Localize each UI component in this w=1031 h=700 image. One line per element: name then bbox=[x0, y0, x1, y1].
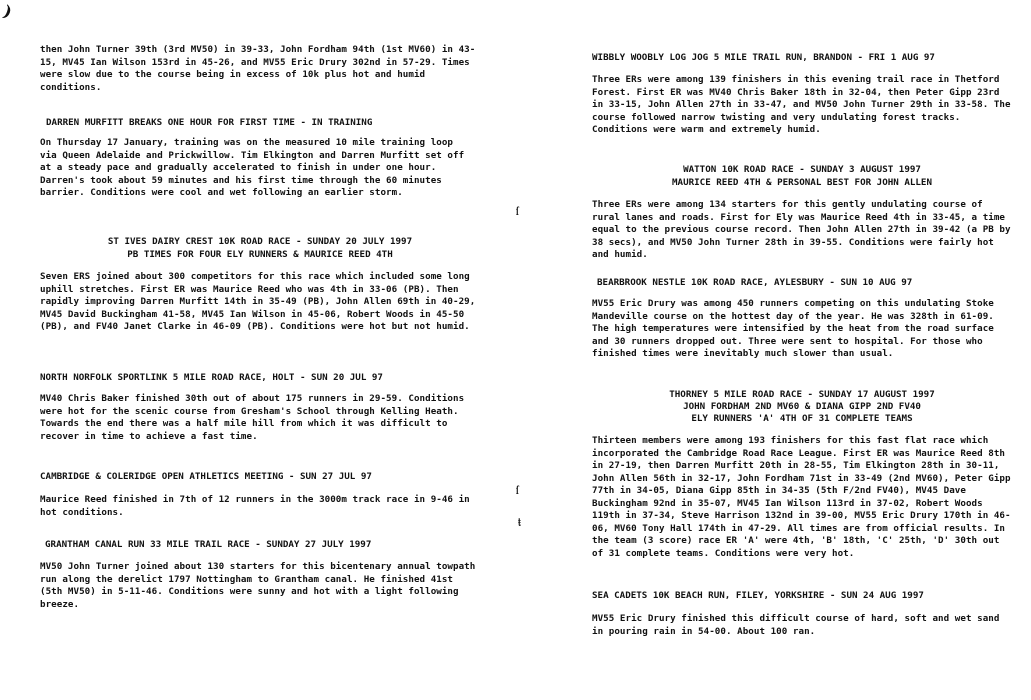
article-heading-thorney: THORNEY 5 MILE ROAD RACE - SUNDAY 17 AUGUST 1997 bbox=[669, 389, 935, 400]
article-body-cambridge: Maurice Reed finished in 7th of 12 runners in the 3000m track race in 9-46 in hot conditions. bbox=[40, 494, 470, 518]
article-heading-wibbly-woobly: WIBBLY WOOBLY LOG JOG 5 MILE TRAIL RUN, BRANDON - FRI 1 AUG 97 bbox=[592, 52, 935, 63]
article-subheading-watton: MAURICE REED 4TH & PERSONAL BEST FOR JOHN ALLEN bbox=[672, 177, 932, 188]
article-body-st-ives: Seven ERS joined about 300 competitors for this race which included some long uphill stretches. First ER was Maurice Reed who was 4th in 33-06 (PB). Then rapidly improving Darren Murfitt 14th in 35-49 (PB), John Allen 69th in 40-29, MV45 David Buckingham 41-58, MV45 Ian Wilson in 45-06, Robert Woods in 45-50 (PB), and FV40 Janet Clarke in 46-09 (PB). Conditions were hot but not humid. bbox=[40, 271, 476, 332]
continuation-paragraph: then John Turner 39th (3rd MV50) in 39-33, John Fordham 94th (1st MV60) in 43-15, MV45 Ian Wilson 153rd in 45-26, and MV55 Eric Drury 302nd in 57-29. Times were slow due to the course being in excess of 10k plus hot and humid conditions. bbox=[40, 44, 476, 93]
article-body-sea-cadets: MV55 Eric Drury finished this difficult course of hard, soft and wet sand in pouring rain in 54-00. About 100 ran. bbox=[592, 613, 1000, 637]
article-heading-murfitt: DARREN MURFITT BREAKS ONE HOUR FOR FIRST TIME - IN TRAINING bbox=[46, 117, 373, 128]
binding-mark-2: ſ bbox=[515, 484, 519, 497]
article-heading-bearbrook: BEARBROOK NESTLE 10K ROAD RACE, AYLESBURY - SUN 10 AUG 97 bbox=[597, 277, 913, 288]
article-body-bearbrook: MV55 Eric Drury was among 450 runners competing on this undulating Stoke Mandeville course on the hottest day of the year. He was 328th in 61-09. The high temperatures were intensified by the heat from the road surface and 30 runners dropped out. Three were sent to hospital. For those who finished times were inevitably much slower than usual. bbox=[592, 298, 994, 359]
article-body-murfitt: On Thursday 17 January, training was on the measured 10 mile training loop via Queen Adelaide and Prickwillow. Tim Elkington and Darren Murfitt set off at a steady pace and gradually accelerated to finish in under one hour. Darren's took about 59 minutes and his first time through the 60 minutes barrier. Conditions were cool and wet following an earlier storm. bbox=[40, 137, 465, 198]
article-subheading2-thorney: ELY RUNNERS 'A' 4TH OF 31 COMPLETE TEAMS bbox=[691, 413, 913, 424]
article-body-north-norfolk: MV40 Chris Baker finished 30th out of about 175 runners in 29-59. Conditions were hot for the scenic course from Gresham's School through Kelling Heath. Towards the end there was a half mile hill from which it was difficult to recover in time to achieve a fast time. bbox=[40, 393, 465, 442]
article-heading-st-ives: ST IVES DAIRY CREST 10K ROAD RACE - SUNDAY 20 JULY 1997 bbox=[107, 236, 413, 247]
article-body-wibbly-woobly: Three ERs were among 139 finishers in this evening trail race in Thetford Forest. First ER was MV40 Chris Baker 18th in 32-04, then Peter Gipp 23rd in 33-15, John Allen 27th in 33-47, and MV50 John Turner 29th in 33-58. The course followed narrow twisting and very undulating forest tracks. Conditions were warm and extremely humid. bbox=[592, 74, 1011, 135]
article-body-thorney: Thirteen members were among 193 finishers for this fast flat race which incorporated the Cambridge Road Race League. First ER was Maurice Reed 8th in 27-19, then Darren Murfitt 20th in 28-55, Tim Elkington 28th in 30-11, John Allen 56th in 32-17, John Fordham 71st in 33-49 (2nd MV60), Peter Gipp 77th in 34-05, Diana Gipp 85th in 34-35 (5th F/2nd FV40), MV45 Dave Buckingham 92nd in 35-07, MV45 Ian Wilson 113rd in 37-02, Robert Woods 119th in 37-34, Steve Harrison 132nd in 39-00, MV55 Eric Drury 170th in 46-06, MV60 Tony Hall 174th in 47-29. All times are from official results. In the team (3 score) race ER 'A' were 4th, 'B' 18th, 'C' 25th, 'D' 30th out of 31 complete teams. Conditions were very hot. bbox=[592, 435, 1011, 559]
article-heading-grantham: GRANTHAM CANAL RUN 33 MILE TRAIL RACE - SUNDAY 27 JULY 1997 bbox=[45, 539, 372, 550]
article-body-grantham: MV50 John Turner joined about 130 starters for this bicentenary annual towpath run along the derelict 1797 Nottingham to Grantham canal. He finished 41st (5th MV50) in 5-11-46. Conditions were sunny and hot with a light following breeze. bbox=[40, 561, 476, 610]
binding-mark-3: ŧ bbox=[518, 516, 522, 529]
right-page bbox=[516, 0, 1031, 700]
corner-scan-mark: ) bbox=[0, 1, 15, 22]
article-body-watton: Three ERs were among 134 starters for this gently undulating course of rural lanes and roads. First for Ely was Maurice Reed 4th in 33-45, a time equal to the previous course record. Then John Allen 27th in 39-42 (a PB by 38 secs), and MV50 John Turner 28th in 39-55. Conditions were fairly hot and humid. bbox=[592, 199, 1011, 260]
article-heading-sea-cadets: SEA CADETS 10K BEACH RUN, FILEY, YORKSHIRE - SUN 24 AUG 1997 bbox=[592, 590, 924, 601]
article-heading-cambridge: CAMBRIDGE & COLERIDGE OPEN ATHLETICS MEETING - SUN 27 JUL 97 bbox=[40, 471, 372, 482]
article-heading-north-norfolk: NORTH NORFOLK SPORTLINK 5 MILE ROAD RACE, HOLT - SUN 20 JUL 97 bbox=[40, 372, 383, 383]
binding-mark-1: ſ bbox=[515, 205, 519, 218]
article-subheading-st-ives: PB TIMES FOR FOUR ELY RUNNERS & MAURICE REED 4TH bbox=[127, 249, 393, 260]
article-heading-watton: WATTON 10K ROAD RACE - SUNDAY 3 AUGUST 1997 bbox=[683, 164, 921, 175]
article-subheading-thorney: JOHN FORDHAM 2ND MV60 & DIANA GIPP 2ND FV40 bbox=[683, 401, 921, 412]
left-page bbox=[0, 0, 515, 700]
